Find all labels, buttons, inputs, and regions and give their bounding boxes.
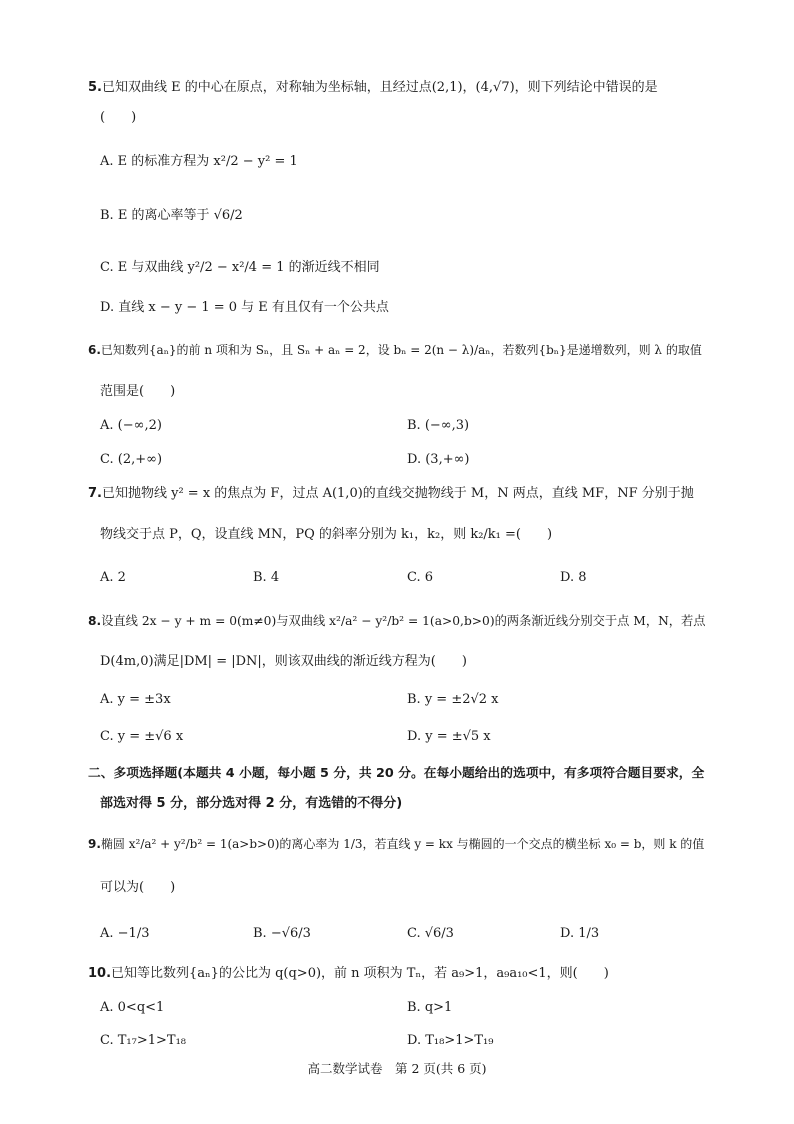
q5-option-d: D. 直线 x − y − 1 = 0 与 E 有且仅有一个公共点: [100, 300, 389, 315]
q6-number: 6.: [88, 343, 101, 357]
q10-stem-text: 已知等比数列{aₙ}的公比为 q(q>0)，前 n 项积为 Tₙ，若 a₉>1，a₉a₁₀<1，则( ): [111, 966, 609, 981]
q6-option-a: A. (−∞,2): [100, 418, 162, 433]
q9-number: 9.: [88, 837, 101, 851]
q9-stem-line1: [88, 834, 704, 854]
q7-stem-line1: [88, 484, 694, 504]
q10-option-d: D. T₁₈>1>T₁₉: [407, 1033, 494, 1048]
section2-heading-line2: 部选对得 5 分，部分选对得 2 分，有选错的不得分): [100, 796, 403, 811]
q9-option-a: A. −1/3: [100, 926, 150, 941]
q5-option-b: B. E 的离心率等于 √6/2: [100, 208, 243, 223]
q7-stem-line2: 物线交于点 P，Q，设直线 MN，PQ 的斜率分别为 k₁，k₂，则 k₂/k₁ =( ): [100, 527, 553, 542]
q10-option-a: A. 0<q<1: [100, 1000, 165, 1015]
q8-option-b: B. y = ±2√2 x: [407, 692, 499, 707]
q7-option-b: B. 4: [253, 570, 280, 585]
q6-option-c: C. (2,+∞): [100, 452, 163, 467]
q9-option-b: B. −√6/3: [253, 926, 311, 941]
q6-option-d: D. (3,+∞): [407, 452, 470, 467]
section2-heading-line1: 二、多项选择题(本题共 4 小题，每小题 5 分，共 20 分。在每小题给出的选项中，有多项符合题目要求，全: [88, 766, 705, 781]
q7-option-c: C. 6: [407, 570, 434, 585]
q9-option-c: C. √6/3: [407, 926, 454, 941]
q8-stem-line2: D(4m,0)满足|DM| = |DN|，则该双曲线的渐近线方程为( ): [100, 654, 467, 669]
q7-stem-text: 已知抛物线 y² = x 的焦点为 F，过点 A(1,0)的直线交抛物线于 M，N 两点，直线 MF，NF 分别于抛: [101, 486, 694, 501]
q5-stem-text: 已知双曲线 E 的中心在原点，对称轴为坐标轴，且经过点(2,1)，(4,√7)，则下列结论中错误的是: [101, 80, 658, 95]
q8-option-a: A. y = ±3x: [100, 692, 171, 707]
q8-option-c: C. y = ±√6 x: [100, 729, 184, 744]
q5-option-a: A. E 的标准方程为 x²/2 − y² = 1: [100, 154, 298, 169]
q8-option-d: D. y = ±√5 x: [407, 729, 491, 744]
q5-stem-line1: [88, 78, 658, 98]
q10-stem-line1: [88, 964, 609, 984]
q9-option-d: D. 1/3: [560, 926, 600, 941]
q8-stem-line1: [88, 611, 706, 631]
q5-number: 5.: [88, 80, 102, 95]
q8-number: 8.: [88, 614, 102, 628]
q6-stem-text: 已知数列{aₙ}的前 n 项和为 Sₙ，且 Sₙ + aₙ = 2，设 bₙ = 2(n − λ)/aₙ，若数列{bₙ}是递增数列，则 λ 的取值: [100, 343, 702, 357]
q7-number: 7.: [88, 486, 102, 501]
q6-stem-line2: 范围是( ): [100, 384, 176, 399]
q10-number: 10.: [88, 966, 112, 981]
q9-stem-line2: 可以为( ): [100, 880, 176, 895]
q6-stem-line1: [88, 340, 702, 360]
page-footer: 高二数学试卷 第 2 页(共 6 页): [307, 1061, 487, 1076]
q8-stem-text: 设直线 2x − y + m = 0(m≠0)与双曲线 x²/a² − y²/b² = 1(a>0,b>0)的两条渐近线分别交于点 M，N，若点: [101, 614, 706, 628]
q5-option-c: C. E 与双曲线 y²/2 − x²/4 = 1 的渐近线不相同: [100, 260, 380, 275]
q7-option-a: A. 2: [100, 570, 126, 585]
q9-stem-text: 椭圆 x²/a² + y²/b² = 1(a>b>0)的离心率为 1/3，若直线 y = kx 与椭圆的一个交点的横坐标 x₀ = b，则 k 的值: [100, 837, 705, 851]
q6-option-b: B. (−∞,3): [407, 418, 470, 433]
q7-option-d: D. 8: [560, 570, 587, 585]
q5-stem-line2: ( ): [100, 110, 137, 125]
q10-option-c: C. T₁₇>1>T₁₈: [100, 1033, 186, 1048]
q10-option-b: B. q>1: [407, 1000, 453, 1015]
